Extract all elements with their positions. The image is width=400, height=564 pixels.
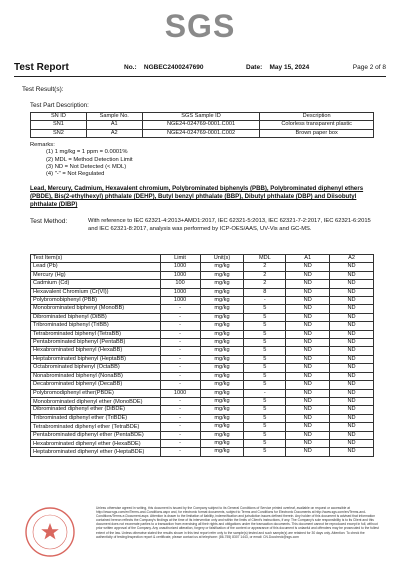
test-item-cell: Hexabrominated diphenyl ether (HexaBDE) xyxy=(31,439,161,447)
table-cell: 2 xyxy=(244,280,286,288)
table-row xyxy=(31,406,374,414)
table-row xyxy=(31,288,374,296)
table-cell: mg/kg xyxy=(200,389,244,397)
table-cell: ND xyxy=(286,423,330,431)
table-cell: ND xyxy=(286,313,330,321)
table-cell: ND xyxy=(330,322,374,330)
table-cell: ND xyxy=(286,271,330,279)
column-header: A2 xyxy=(330,255,374,263)
table-row xyxy=(31,297,374,305)
table-cell: ND xyxy=(330,364,374,372)
table-cell: NGE24-024769-0001.C001 xyxy=(142,121,260,129)
table-cell: ND xyxy=(286,448,330,456)
column-header: A1 xyxy=(286,255,330,263)
table-cell: 5 xyxy=(244,381,286,389)
sgs-logo: SGS xyxy=(164,8,236,44)
footer-disclaimer: Unless otherwise agreed in writing, this document is issued by the Company subject to its General Conditions of Service printed overleaf, available on request or accessible at http://www.sgs.com/en/Terms-and-Conditions.aspx and, for electronic format documents, subject to Terms and Conditions for Electronic Documents at http://www.sgs.com/en/Terms-and-Conditions/Terms-e-Document.aspx. Attention is drawn to the limitation of liability, indemnification and jurisdiction issues defined therein. Any holder of this document is advised that information contained hereon reflects the Company's findings at the time of its intervention only and within the limits of Client's instructions, if any. The Company's sole responsibility is to its Client and this document does not exonerate parties to a transaction from exercising all their rights and obligations under the transaction documents. This document cannot be reproduced except in full, without prior written approval of the Company. Any unauthorized alteration, forgery or falsification of the content or appearance of this document is unlawful and offenders may be prosecuted to the fullest extent of the law. Unless otherwise stated the results shown in this test report refer only to the sample(s) tested and such sample(s) are retained for 30 days only. Attention: To check the authenticity of testing/inspection report & certificate, please contact us at telephone: (86-755) 8307 1443, or email: CN.Doccheck@sgs.com xyxy=(96,506,379,539)
column-header: Description xyxy=(260,113,374,121)
report-header xyxy=(14,62,386,76)
table-cell: ND xyxy=(286,389,330,397)
column-header: SN ID xyxy=(31,113,87,121)
table-cell: ND xyxy=(330,288,374,296)
results-table-header xyxy=(31,255,374,263)
table-cell: 2 xyxy=(244,271,286,279)
results-table xyxy=(30,254,374,457)
remark-item: (3) ND = Not Detected (< MDL) xyxy=(46,163,127,170)
table-cell: mg/kg xyxy=(200,397,244,405)
table-cell: Brown paper box xyxy=(260,129,374,137)
sample-table xyxy=(30,112,374,138)
table-cell: 5 xyxy=(244,364,286,372)
table-cell: mg/kg xyxy=(200,347,244,355)
test-item-cell: Tetrabrominated diphenyl ether (TetraBDE) xyxy=(31,423,161,431)
table-cell: mg/kg xyxy=(200,330,244,338)
table-row xyxy=(31,364,374,372)
table-cell: ND xyxy=(286,372,330,380)
table-cell: 100 xyxy=(160,280,200,288)
table-cell: mg/kg xyxy=(200,381,244,389)
table-cell: - xyxy=(160,347,200,355)
table-cell: ND xyxy=(330,372,374,380)
table-cell: ND xyxy=(286,355,330,363)
table-row xyxy=(31,330,374,338)
table-cell: 5 xyxy=(244,339,286,347)
table-cell: NGE24-024769-0001.C002 xyxy=(142,129,260,137)
report-date-value: May 15, 2024 xyxy=(269,64,310,71)
table-cell: SN2 xyxy=(31,129,87,137)
table-cell: ND xyxy=(286,322,330,330)
table-cell: ND xyxy=(330,406,374,414)
table-cell: ND xyxy=(286,288,330,296)
table-cell: mg/kg xyxy=(200,280,244,288)
table-cell: ND xyxy=(330,389,374,397)
table-cell: ND xyxy=(330,297,374,305)
table-cell: ND xyxy=(286,263,330,271)
table-cell: ND xyxy=(330,263,374,271)
header-divider xyxy=(14,76,386,77)
table-cell: - xyxy=(160,397,200,405)
table-row xyxy=(31,431,374,439)
table-row xyxy=(31,271,374,279)
test-item-cell: Decabrominated biphenyl (DecaBB) xyxy=(31,381,161,389)
column-header: Sample No. xyxy=(86,113,142,121)
table-cell: 1000 xyxy=(160,297,200,305)
table-cell: ND xyxy=(330,439,374,447)
table-cell: 1000 xyxy=(160,271,200,279)
test-item-cell: Octabrominated biphenyl (OctaBB) xyxy=(31,364,161,372)
table-cell: 5 xyxy=(244,330,286,338)
test-item-cell: Tribrominated biphenyl (TriBB) xyxy=(31,322,161,330)
table-cell: A1 xyxy=(86,121,142,129)
report-number-label: No.: xyxy=(124,64,137,71)
test-item-cell: Heptabrominated biphenyl (HeptaBB) xyxy=(31,355,161,363)
test-item-cell: Monobrominated diphenyl ether (MonoBDE) xyxy=(31,397,161,405)
table-cell: ND xyxy=(330,381,374,389)
report-title: Test Report xyxy=(14,62,69,73)
table-cell: ND xyxy=(286,439,330,447)
table-cell: mg/kg xyxy=(200,263,244,271)
table-cell: mg/kg xyxy=(200,271,244,279)
remark-item: (4) "-" = Not Regulated xyxy=(46,171,105,178)
column-header: Limit xyxy=(160,255,200,263)
table-row xyxy=(31,129,374,137)
table-cell: mg/kg xyxy=(200,423,244,431)
table-cell: 5 xyxy=(244,439,286,447)
table-cell: 5 xyxy=(244,406,286,414)
table-cell: - xyxy=(244,297,286,305)
table-cell: mg/kg xyxy=(200,364,244,372)
table-cell: 5 xyxy=(244,372,286,380)
table-cell: 5 xyxy=(244,322,286,330)
table-cell: - xyxy=(160,431,200,439)
test-item-cell: Hexabrominated biphenyl (HexaBB) xyxy=(31,347,161,355)
test-item-cell: Nonabrominated biphenyl (NonaBB) xyxy=(31,372,161,380)
table-cell: mg/kg xyxy=(200,439,244,447)
table-cell: ND xyxy=(330,280,374,288)
table-cell: SN1 xyxy=(31,121,87,129)
table-cell: ND xyxy=(330,347,374,355)
table-cell: mg/kg xyxy=(200,339,244,347)
table-cell: - xyxy=(160,372,200,380)
report-date-label: Date: xyxy=(246,64,263,71)
test-item-cell: Pentabrominated diphenyl ether (PentaBDE) xyxy=(31,431,161,439)
table-cell: mg/kg xyxy=(200,448,244,456)
results-label: Test Result(s): xyxy=(22,86,64,93)
test-item-cell: Monobrominated biphenyl (MonoBB) xyxy=(31,305,161,313)
table-cell: - xyxy=(160,448,200,456)
table-cell: 5 xyxy=(244,347,286,355)
table-row xyxy=(31,322,374,330)
table-cell: ND xyxy=(286,305,330,313)
table-row xyxy=(31,372,374,380)
table-row xyxy=(31,397,374,405)
table-cell: mg/kg xyxy=(200,355,244,363)
remark-item: (2) MDL = Method Detection Limit xyxy=(46,156,133,163)
table-row xyxy=(31,347,374,355)
test-item-cell: Pentabrominated biphenyl (PentaBB) xyxy=(31,339,161,347)
table-cell: 5 xyxy=(244,414,286,422)
test-item-cell: Dibrominated diphenyl ether (DiBDE) xyxy=(31,406,161,414)
test-item-cell: Tetrabrominated biphenyl (TetraBB) xyxy=(31,330,161,338)
table-row xyxy=(31,313,374,321)
table-row xyxy=(31,389,374,397)
table-cell: 5 xyxy=(244,313,286,321)
table-cell: ND xyxy=(286,280,330,288)
table-row xyxy=(31,339,374,347)
table-cell: ND xyxy=(330,305,374,313)
test-title: Lead, Mercury, Cadmium, Hexavalent chromium, Polybrominated biphenyls (PBB), Polybrominated diphenyl ethers (PBDE), Bis(2-ethylhexyl) phthalate (DEHP), Butyl benzyl phthalate (BBP), Dibutyl phthalate (DBP) and Diisobutyl phthalate (DIBP) xyxy=(30,185,364,208)
table-cell: 5 xyxy=(244,423,286,431)
table-row xyxy=(31,423,374,431)
table-cell: ND xyxy=(330,397,374,405)
table-cell: mg/kg xyxy=(200,297,244,305)
test-item-cell: Tribrominated diphenyl ether (TriBDE) xyxy=(31,414,161,422)
table-cell: mg/kg xyxy=(200,322,244,330)
table-cell: - xyxy=(160,423,200,431)
table-cell: ND xyxy=(286,397,330,405)
table-row xyxy=(31,263,374,271)
report-date xyxy=(246,64,309,71)
table-cell: ND xyxy=(330,414,374,422)
table-cell: ND xyxy=(286,330,330,338)
table-row xyxy=(31,305,374,313)
test-method-text: With reference to IEC 62321-4:2013+AMD1:2017, IEC 62321-5:2013, IEC 62321-7-2:2017, IEC 62321-6:2015 and IEC 62321-8:2017, analysis was performed by ICP-OES/AAS, UV-Vis and GC-MS. xyxy=(88,218,371,232)
table-cell: A2 xyxy=(86,129,142,137)
table-cell: ND xyxy=(330,355,374,363)
table-cell: 5 xyxy=(244,305,286,313)
column-header: SGS Sample ID xyxy=(142,113,260,121)
table-row xyxy=(31,355,374,363)
column-header: Unit(s) xyxy=(200,255,244,263)
table-cell: 1000 xyxy=(160,263,200,271)
table-cell: 5 xyxy=(244,355,286,363)
table-cell: ND xyxy=(330,313,374,321)
part-description-label: Test Part Description: xyxy=(30,102,89,109)
table-row xyxy=(31,121,374,129)
table-cell: 5 xyxy=(244,431,286,439)
table-cell: ND xyxy=(330,330,374,338)
table-cell: ND xyxy=(286,431,330,439)
table-cell: - xyxy=(160,305,200,313)
table-cell: ND xyxy=(330,423,374,431)
table-cell: mg/kg xyxy=(200,305,244,313)
table-cell: - xyxy=(244,389,286,397)
table-cell: - xyxy=(160,364,200,372)
table-cell: mg/kg xyxy=(200,288,244,296)
test-item-cell: Polybromobiphenyl (PBB) xyxy=(31,297,161,305)
sgs-stamp-seal xyxy=(24,506,76,558)
page-number: Page 2 of 8 xyxy=(352,64,386,71)
column-header: Test Item(s) xyxy=(31,255,161,263)
table-cell: ND xyxy=(286,414,330,422)
report-number xyxy=(124,64,204,71)
table-cell: ND xyxy=(286,347,330,355)
table-cell: 5 xyxy=(244,448,286,456)
sample-table-header xyxy=(31,113,374,121)
table-cell: mg/kg xyxy=(200,406,244,414)
table-cell: - xyxy=(160,406,200,414)
table-row xyxy=(31,448,374,456)
table-cell: - xyxy=(160,355,200,363)
remarks xyxy=(30,142,133,178)
results-table-body xyxy=(31,263,374,456)
table-cell: - xyxy=(160,313,200,321)
test-item-cell: Lead (Pb) xyxy=(31,263,161,271)
table-cell: ND xyxy=(330,271,374,279)
table-cell: ND xyxy=(330,339,374,347)
table-cell: - xyxy=(160,339,200,347)
report-number-value: NGBEC2400247690 xyxy=(143,64,204,71)
test-item-cell: Heptabrominated diphenyl ether (HeptaBDE) xyxy=(31,448,161,456)
table-cell: - xyxy=(160,322,200,330)
table-cell: Colorless transparent plastic xyxy=(260,121,374,129)
test-item-cell: Dibrominated biphenyl (DiBB) xyxy=(31,313,161,321)
table-row xyxy=(31,280,374,288)
remark-item: (1) 1 mg/kg = 1 ppm = 0.0001% xyxy=(46,149,128,156)
test-item-cell: Cadmium (Cd) xyxy=(31,280,161,288)
table-cell: mg/kg xyxy=(200,313,244,321)
table-cell: ND xyxy=(330,431,374,439)
remarks-label: Remarks: xyxy=(30,142,55,148)
table-cell: 1000 xyxy=(160,288,200,296)
table-row xyxy=(31,381,374,389)
table-cell: ND xyxy=(286,339,330,347)
test-item-cell: Mercury (Hg) xyxy=(31,271,161,279)
table-row xyxy=(31,414,374,422)
table-cell: - xyxy=(160,330,200,338)
test-method-label: Test Method: xyxy=(30,218,68,225)
table-cell: mg/kg xyxy=(200,414,244,422)
table-cell: ND xyxy=(330,448,374,456)
table-cell: - xyxy=(160,414,200,422)
test-item-cell: Polybromodiphenyl ether(PBDE) xyxy=(31,389,161,397)
table-cell: ND xyxy=(286,406,330,414)
table-cell: 5 xyxy=(244,397,286,405)
table-cell: mg/kg xyxy=(200,431,244,439)
table-cell: ND xyxy=(286,381,330,389)
test-item-cell: Hexavalent Chromium (Cr(VI)) xyxy=(31,288,161,296)
table-cell: ND xyxy=(286,297,330,305)
table-cell: mg/kg xyxy=(200,372,244,380)
table-cell: - xyxy=(160,439,200,447)
table-cell: - xyxy=(160,381,200,389)
table-row xyxy=(31,439,374,447)
column-header: MDL xyxy=(244,255,286,263)
table-cell: 8 xyxy=(244,288,286,296)
table-cell: 1000 xyxy=(160,389,200,397)
table-cell: 2 xyxy=(244,263,286,271)
table-cell: ND xyxy=(286,364,330,372)
